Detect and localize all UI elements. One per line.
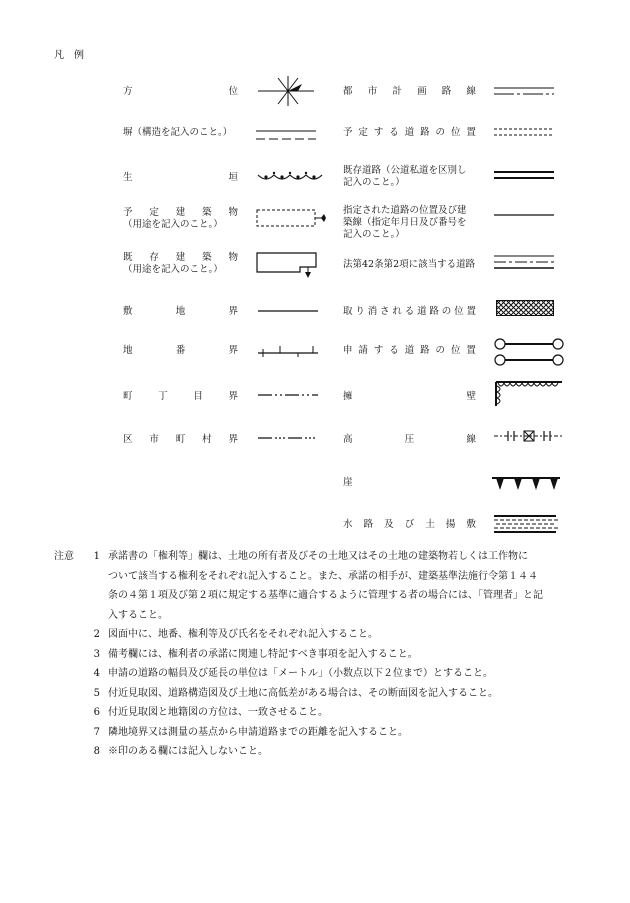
fence-icon [256, 128, 316, 142]
page-title: 凡 例 [54, 50, 84, 61]
right-legend-item [343, 391, 476, 403]
right-legend-item [343, 345, 476, 357]
applied-road-icon [494, 338, 564, 366]
left-legend-item [123, 127, 238, 139]
compass-icon [258, 76, 314, 106]
left-legend-item [123, 345, 238, 357]
right-legend-item [343, 165, 476, 189]
left-legend-label: 予 定 建 築 物 [123, 207, 238, 218]
note-text-line: 条の４第１項及び第２項に規定する基準に適合するように管理する者の場合には、「管理者」と記 [108, 590, 543, 601]
hedge-icon [256, 169, 324, 185]
existing-road-icon [494, 170, 554, 180]
note-number: 7 [93, 726, 100, 738]
left-legend-item [123, 434, 238, 446]
note-number: 2 [93, 629, 100, 640]
right-legend-item [343, 434, 476, 446]
right-legend-label: 都 市 計 画 路 線 [343, 86, 476, 97]
planned-road-icon [494, 127, 554, 137]
note-number: 6 [93, 707, 100, 718]
left-legend-label: 塀（構造を記入のこと。） [123, 127, 233, 138]
note-number: 1 [93, 551, 100, 562]
right-legend-label: 申 請 す る 道 路 の 位 置 [343, 345, 476, 356]
note-text-line: 承諾書の「権利等」欄は、土地の所有者及びその土地又はその土地の建築物若しくは工作物に [108, 551, 528, 562]
right-legend-item [343, 519, 476, 531]
right-legend-label: 法第42条第2項に該当する道路 [343, 259, 476, 270]
note-number: 4 [93, 668, 100, 679]
note-text-line: 図面中に、地番、権利等及び氏名をそれぞれ記入すること。 [108, 629, 378, 640]
note-text-line: 備考欄には、権利者の承諾に関連し特記すべき事項を記入すること。 [108, 648, 418, 660]
planned-building-icon [256, 208, 326, 230]
left-legend-label: 方 位 [123, 86, 238, 97]
retaining-wall-icon [494, 380, 562, 406]
site-boundary-icon [258, 309, 318, 313]
right-legend-item [343, 127, 476, 139]
left-legend-label: 町 丁 目 界 [123, 391, 238, 402]
right-legend-item [343, 205, 476, 241]
right-legend-label: 記入のこと。） [343, 229, 405, 240]
right-legend-label: 指定された道路の位置及び建 [343, 205, 467, 216]
left-legend-label: （用途を記入のこと。） [123, 264, 223, 275]
left-legend-label: （用途を記入のこと。） [123, 219, 223, 230]
existing-building-icon [256, 252, 318, 278]
right-legend-label: 築線（指定年月日及び番号を [343, 217, 467, 228]
right-legend-label: 高 圧 線 [343, 434, 476, 445]
right-legend-label: 取 り 消 さ れ る 道 路 の 位 置 [343, 306, 476, 317]
note-number: 5 [93, 687, 100, 699]
left-legend-item [123, 252, 238, 276]
cancelled-road-icon [496, 300, 554, 316]
left-legend-item [123, 207, 238, 231]
waterway-icon [494, 515, 556, 533]
cliff-icon [492, 476, 560, 492]
note-number: 3 [93, 648, 100, 660]
right-legend-label: 崖 [343, 477, 353, 488]
left-legend-item [123, 86, 238, 98]
left-legend-item [123, 306, 238, 318]
note-text-line: ※印のある欄には記入しないこと。 [108, 746, 268, 757]
high-voltage-icon [494, 428, 564, 444]
right-legend-item [343, 477, 476, 489]
left-legend-item [123, 391, 238, 403]
note-text-line: ついて該当する権利をそれぞれ記入すること。また、承諾の相手が、建築基準法施行令第１４４ [108, 570, 538, 582]
city-planning-road-icon [494, 86, 554, 96]
left-legend-label: 生 垣 [123, 172, 238, 183]
right-legend-label: 予 定 す る 道 路 の 位 置 [343, 127, 476, 138]
lot-boundary-icon [258, 346, 318, 358]
note-text-line: 付近見取図、道路構造図及び土地に高低差がある場合は、その断面図を記入すること。 [108, 687, 498, 699]
note-text-line: 申請の道路の幅員及び延長の単位は「メートル」（小数点以下２位まで）とすること。 [108, 668, 493, 679]
designated-road-icon [494, 213, 554, 217]
notes-label: 注意 [54, 551, 74, 562]
note-number: 8 [93, 746, 100, 757]
note-text-line: 入すること。 [108, 609, 168, 621]
left-legend-label: 区 市 町 村 界 [123, 434, 238, 445]
right-legend-label: 既存道路（公道私道を区別し [343, 165, 467, 176]
left-legend-item [123, 172, 238, 184]
left-legend-label: 敷 地 界 [123, 306, 238, 317]
right-legend-label: 擁 壁 [343, 391, 476, 402]
right-legend-item [343, 259, 476, 271]
right-legend-label: 水 路 及 び 土 揚 敷 [343, 519, 476, 530]
right-legend-item [343, 86, 476, 98]
article42-road-icon [494, 254, 554, 274]
municipal-boundary-icon [258, 436, 318, 440]
note-text-line: 付近見取図と地籍図の方位は、一致させること。 [108, 707, 328, 718]
block-boundary-icon [258, 393, 318, 397]
right-legend-item [343, 306, 476, 318]
right-legend-label: 記入のこと。） [343, 177, 405, 188]
left-legend-label: 既 存 建 築 物 [123, 252, 238, 263]
note-text-line: 隣地境界又は測量の基点から申請道路までの距離を記入すること。 [108, 726, 408, 738]
left-legend-label: 地 番 界 [123, 345, 238, 356]
